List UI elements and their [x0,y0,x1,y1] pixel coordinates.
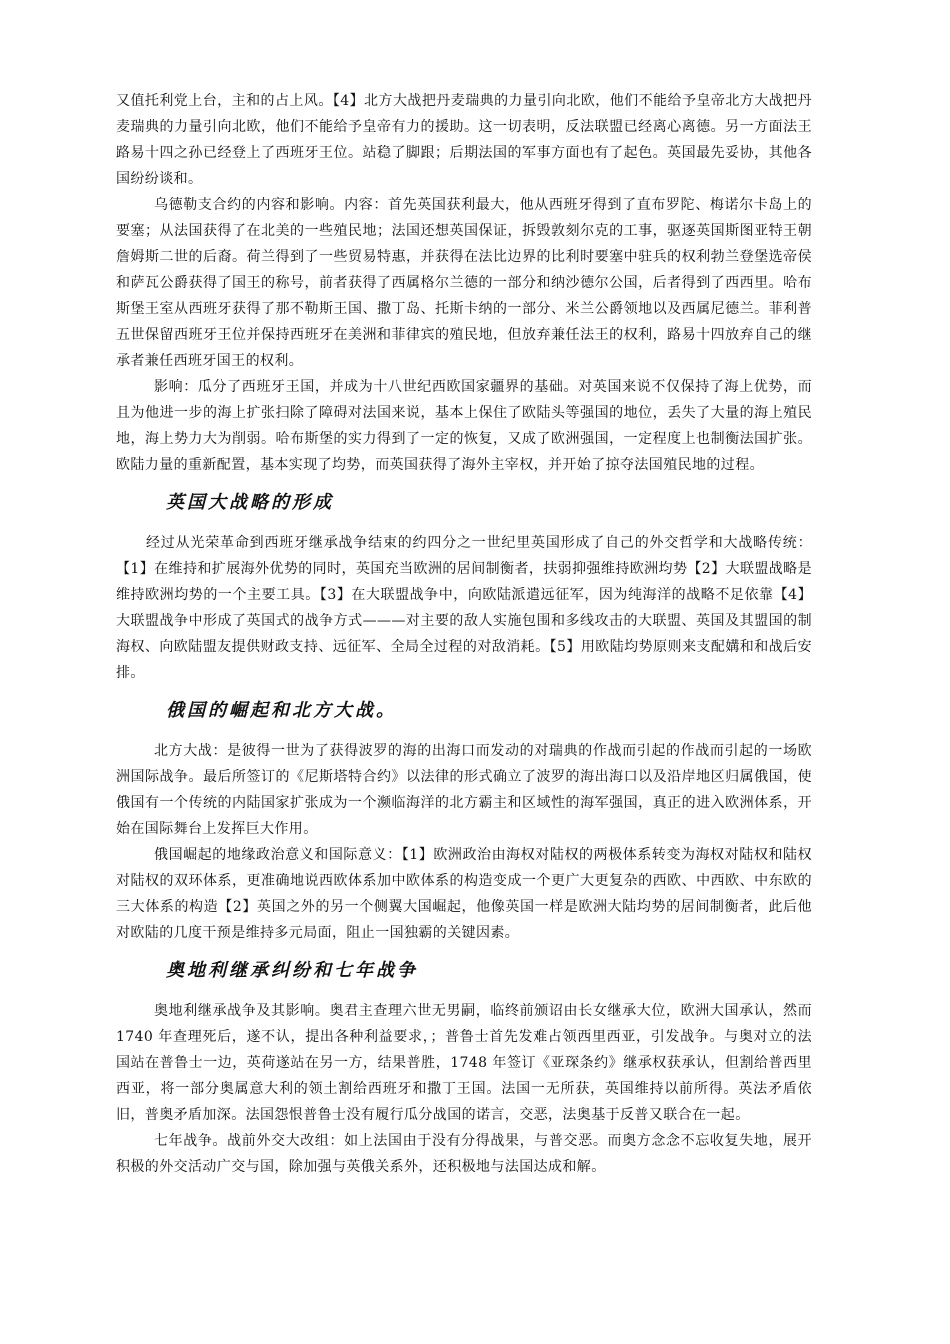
paragraph-austrian-war: 奥地利继承战争及其影响。奥君主查理六世无男嗣，临终前颁诏由长女继承大位，欧洲大国承认，然而 1740 年查理死后，遂不认，提出各种利益要求，；普鲁士首先发难占领西里西亚，引发战争。与奥对立的法国站在普鲁士一边，英荷遂站在另一方，结果普胜，1748 年签订《亚琛条约》继承权获承认，但割给普西里西亚，将一部分奥属意大利的领土割给西班牙和撒丁王国。法国一无所获，英国维持以前所得。英法矛盾依旧，普奥矛盾加深。法国怨恨普鲁士没有履行瓜分战国的诺言，交恶，法奥基于反普又联合在一起。 [116,1003,812,1123]
document-page [116,88,812,1180]
paragraph-seven-years-war: 七年战争。战前外交大改组：如上法国由于没有分得战果，与普交恶。而奥方念念不忘收复失地，展开积极的外交活动广交与国，除加强与英俄关系外，还积极地与法国达成和解。 [116,1133,812,1175]
heading-british-grand-strategy: 英国大战略的形成 [166,492,334,513]
paragraph-utrecht-impact: 影响：瓜分了西班牙王国，并成为十八世纪西欧国家疆界的基础。对英国来说不仅保持了海上优势，而且为他进一步的海上扩张扫除了障碍对法国来说，基本上保住了欧陆头等强国的地位，丢失了大量的海上殖民地，海上势力大为削弱。哈布斯堡的实力得到了一定的恢复，又成了欧洲强国，一定程度上也制衡法国扩张。欧陆力量的重新配置，基本实现了均势，而英国获得了海外主宰权，并开始了掠夺法国殖民地的过程。 [116,379,812,473]
paragraph-northern-war: 北方大战：是彼得一世为了获得波罗的海的出海口而发动的对瑞典的作战而引起的作战而引起的一场欧洲国际战争。最后所签订的《尼斯塔特合约》以法律的形式确立了波罗的海出海口以及沿岸地区归属俄国，使俄国有一个传统的内陆国家扩张成为一个濒临海洋的北方霸主和区域性的海军强国，真正的进入欧洲体系，开始在国际舞台上发挥巨大作用。 [116,743,812,837]
heading-austrian-succession: 奥地利继承纠纷和七年战争 [166,960,418,981]
heading-russia-rise: 俄国的崛起和北方大战。 [166,700,397,721]
paragraph-russia-significance: 俄国崛起的地缘政治意义和国际意义：【1】欧洲政治由海权对陆权的两极体系转变为海权对陆权和陆权对陆权的双环体系，更准确地说西欧体系加中欧体系的构造变成一个更广大更复杂的西欧、中西欧、中东欧的三大体系的构造【2】英国之外的另一个侧翼大国崛起，他像英国一样是欧洲大陆均势的居间制衡者，此后他对欧陆的几度干预是维持多元局面，阻止一国独霸的关键因素。 [116,847,812,941]
paragraph-utrecht-content: 乌德勒支合约的内容和影响。内容：首先英国获利最大，他从西班牙得到了直布罗陀、梅诺尔卡岛上的要塞；从法国获得了在北美的一些殖民地；法国还想英国保证，拆毁敦刻尔克的工事，驱逐英国斯图亚特王朝詹姆斯二世的后裔。荷兰得到了一些贸易特惠，并获得在法比边界的比利时要塞中驻兵的权利勃兰登堡选帝侯和萨瓦公爵获得了国王的称号，前者获得了西属格尔兰德的一部分和纳沙德尔公国，后者得到了西西里。哈布斯堡王室从西班牙获得了那不勒斯王国、撒丁岛、托斯卡纳的一部分、米兰公爵领地以及西属尼德兰。菲利普五世保留西班牙王位并保持西班牙在美洲和菲律宾的殖民地，但放弃兼任法王的权利，路易十四放弃自己的继承者兼任西班牙国王的权利。 [116,197,812,369]
paragraph-british-strategy: 经过从光荣革命到西班牙继承战争结束的约四分之一世纪里英国形成了自己的外交哲学和大战略传统：【1】在维持和扩展海外优势的同时，英国充当欧洲的居间制衡者，扶弱抑强维持欧洲均势【2】大联盟战略是维持欧洲均势的一个主要工具。【3】在大联盟战争中，向欧陆派遣远征军，因为纯海洋的战略不足依靠【4】大联盟战争中形成了英国式的战争方式———对主要的敌人实施包围和多线攻击的大联盟、英国及其盟国的制海权、向欧陆盟友提供财政支持、远征军、全局全过程的对敌消耗。【5】用欧陆均势原则来支配媾和和战后安排。 [116,535,812,681]
paragraph-tory-party: 又值托利党上台，主和的占上风。【4】北方大战把丹麦瑞典的力量引向北欧，他们不能给予皇帝北方大战把丹麦瑞典的力量引向北欧，他们不能给予皇帝有力的援助。这一切表明，反法联盟已经离心离德。另一方面法王路易十四之孙已经登上了西班牙王位。站稳了脚跟；后期法国的军事方面也有了起色。英国最先妥协，其他各国纷纷谈和。 [116,93,812,187]
